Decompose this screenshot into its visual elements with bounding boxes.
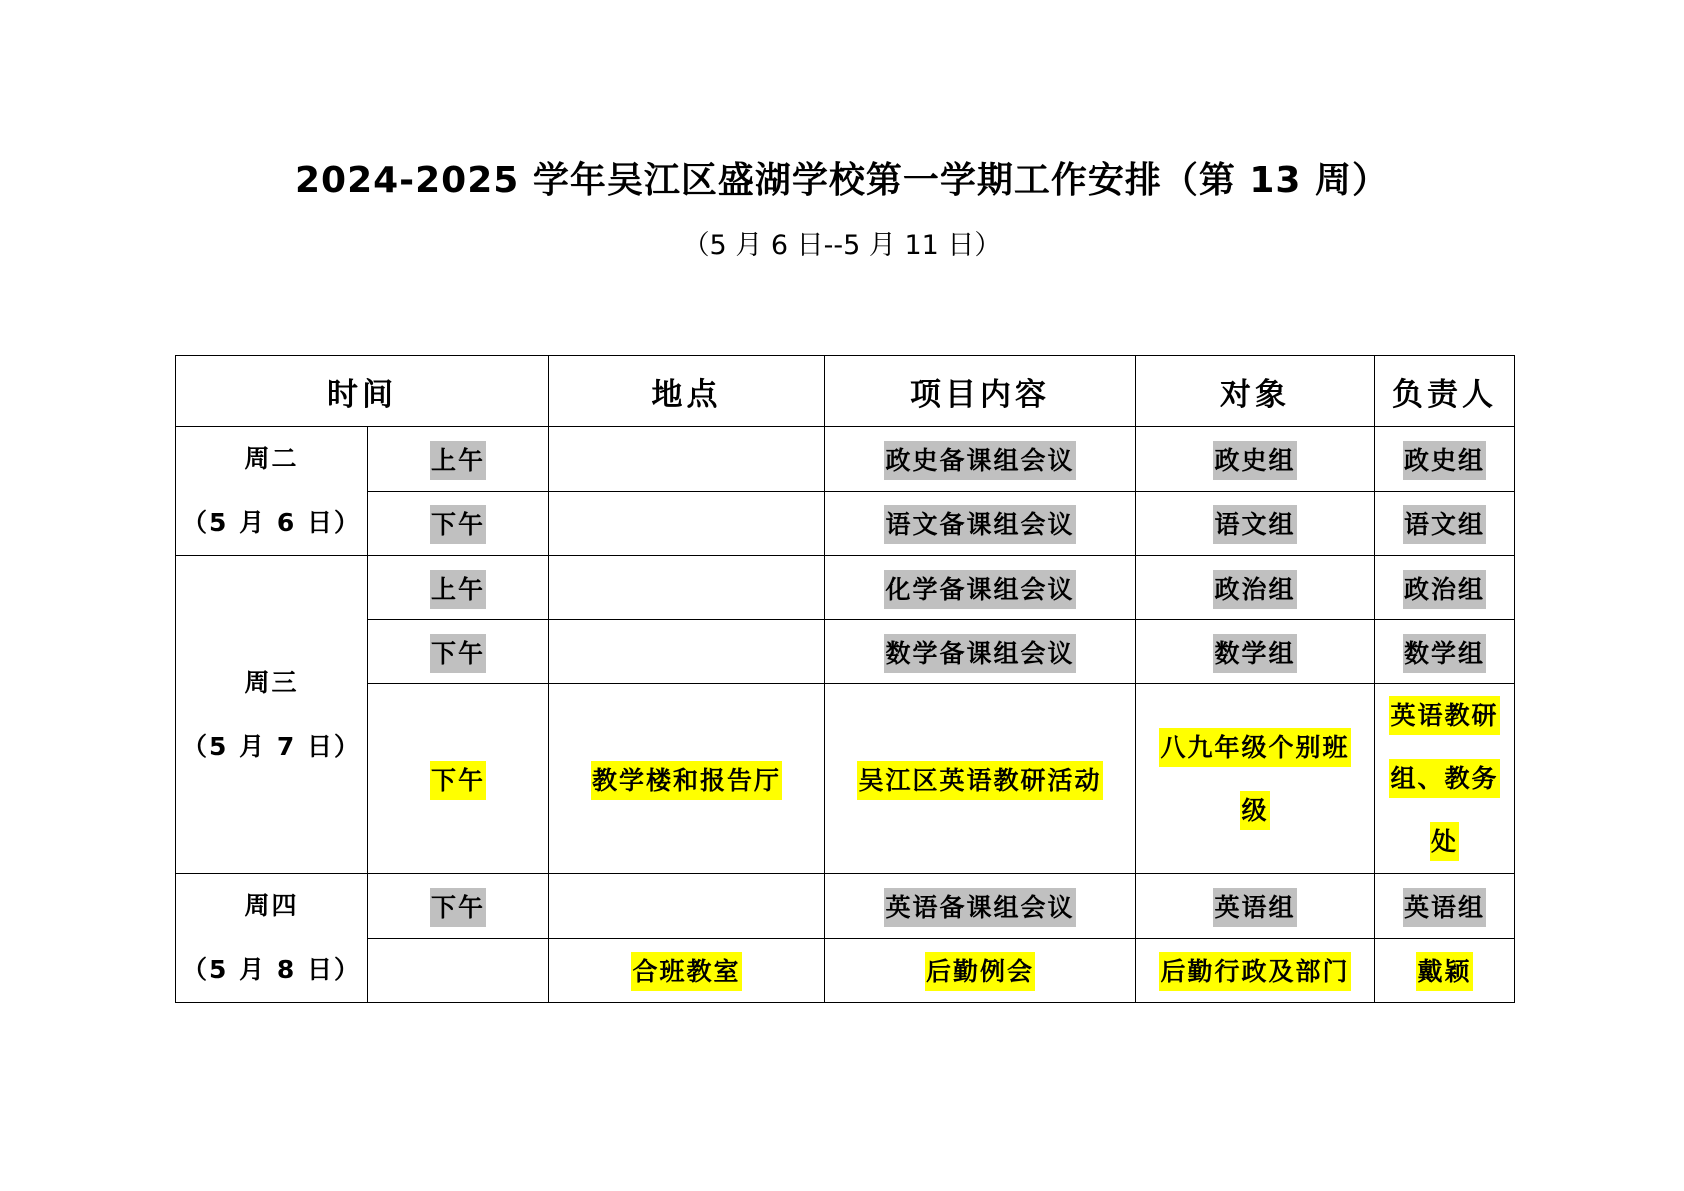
content-label: 语文备课组会议 [884, 505, 1075, 544]
owner-cell [1375, 620, 1515, 684]
content-label: 英语备课组会议 [884, 888, 1075, 927]
place-cell [549, 684, 825, 874]
day-cell-thursday [176, 874, 368, 1003]
owner-label: 政史组 [1403, 441, 1486, 480]
place-label: 教学楼和报告厅 [591, 761, 782, 800]
target-cell [1136, 684, 1375, 874]
owner-cell [1375, 491, 1515, 556]
target-cell [1136, 556, 1375, 620]
content-label: 数学备课组会议 [884, 634, 1075, 673]
place-cell [549, 556, 825, 620]
header-time: 时间 [176, 356, 549, 427]
owner-label-line: 处 [1430, 822, 1459, 861]
header-content: 项目内容 [825, 356, 1136, 427]
owner-cell [1375, 556, 1515, 620]
place-cell [549, 427, 825, 492]
period-label: 上午 [430, 570, 486, 609]
owner-label-line: 英语教研 [1389, 696, 1499, 735]
header-place: 地点 [549, 356, 825, 427]
table-row [176, 874, 1515, 939]
content-cell [825, 491, 1136, 556]
owner-label: 语文组 [1403, 505, 1486, 544]
owner-label: 政治组 [1403, 570, 1486, 609]
period-cell [368, 684, 549, 874]
day-name: 周二 [244, 444, 299, 473]
day-name: 周三 [244, 667, 299, 697]
table-row [176, 684, 1515, 874]
period-cell [368, 556, 549, 620]
owner-label: 戴颖 [1416, 952, 1472, 991]
period-label: 下午 [430, 634, 486, 673]
target-label: 数学组 [1213, 634, 1296, 673]
target-cell [1136, 620, 1375, 684]
target-label-line: 级 [1240, 791, 1269, 830]
owner-label: 英语组 [1403, 888, 1486, 927]
target-cell [1136, 938, 1375, 1003]
content-label: 后勤例会 [925, 952, 1035, 991]
content-cell [825, 427, 1136, 492]
day-cell-wednesday [176, 556, 368, 874]
period-label: 上午 [430, 441, 486, 480]
owner-cell [1375, 938, 1515, 1003]
day-date: （5 月 7 日） [182, 731, 361, 761]
place-cell [549, 874, 825, 939]
header-target: 对象 [1136, 356, 1375, 427]
period-cell [368, 427, 549, 492]
place-cell [549, 620, 825, 684]
content-cell [825, 684, 1136, 874]
table-row [176, 620, 1515, 684]
day-date: （5 月 6 日） [182, 508, 361, 537]
owner-cell [1375, 427, 1515, 492]
target-label-line: 八九年级个别班 [1159, 728, 1350, 767]
day-date: （5 月 8 日） [182, 955, 361, 984]
owner-label: 数学组 [1403, 634, 1486, 673]
day-cell-tuesday [176, 427, 368, 556]
content-cell [825, 620, 1136, 684]
schedule-table [175, 355, 1515, 1003]
content-cell [825, 556, 1136, 620]
target-label: 语文组 [1213, 505, 1296, 544]
period-cell [368, 874, 549, 939]
target-cell [1136, 874, 1375, 939]
period-label: 下午 [430, 888, 486, 927]
content-label: 吴江区英语教研活动 [857, 761, 1102, 800]
period-cell [368, 938, 549, 1003]
target-cell [1136, 491, 1375, 556]
page-title: 2024-2025 学年吴江区盛湖学校第一学期工作安排（第 13 周） [294, 160, 1390, 201]
target-label: 后勤行政及部门 [1159, 952, 1350, 991]
content-cell [825, 874, 1136, 939]
page-subtitle: （5 月 6 日--5 月 11 日） [682, 230, 1002, 261]
place-cell [549, 491, 825, 556]
content-label: 政史备课组会议 [884, 441, 1075, 480]
table-header-row [176, 356, 1515, 427]
period-cell [368, 620, 549, 684]
target-label: 英语组 [1213, 888, 1296, 927]
target-cell [1136, 427, 1375, 492]
table-row [176, 556, 1515, 620]
table-row [176, 938, 1515, 1003]
owner-cell [1375, 874, 1515, 939]
target-label: 政史组 [1213, 441, 1296, 480]
period-cell [368, 491, 549, 556]
header-owner: 负责人 [1375, 356, 1515, 427]
owner-cell [1375, 684, 1515, 874]
table-row [176, 491, 1515, 556]
owner-label-line: 组、教务 [1389, 759, 1499, 798]
period-label: 下午 [430, 761, 486, 800]
place-cell [549, 938, 825, 1003]
content-cell [825, 938, 1136, 1003]
place-label: 合班教室 [631, 952, 741, 991]
target-label: 政治组 [1213, 570, 1296, 609]
period-label: 下午 [430, 505, 486, 544]
day-name: 周四 [244, 891, 299, 920]
table-row [176, 427, 1515, 492]
content-label: 化学备课组会议 [884, 570, 1075, 609]
